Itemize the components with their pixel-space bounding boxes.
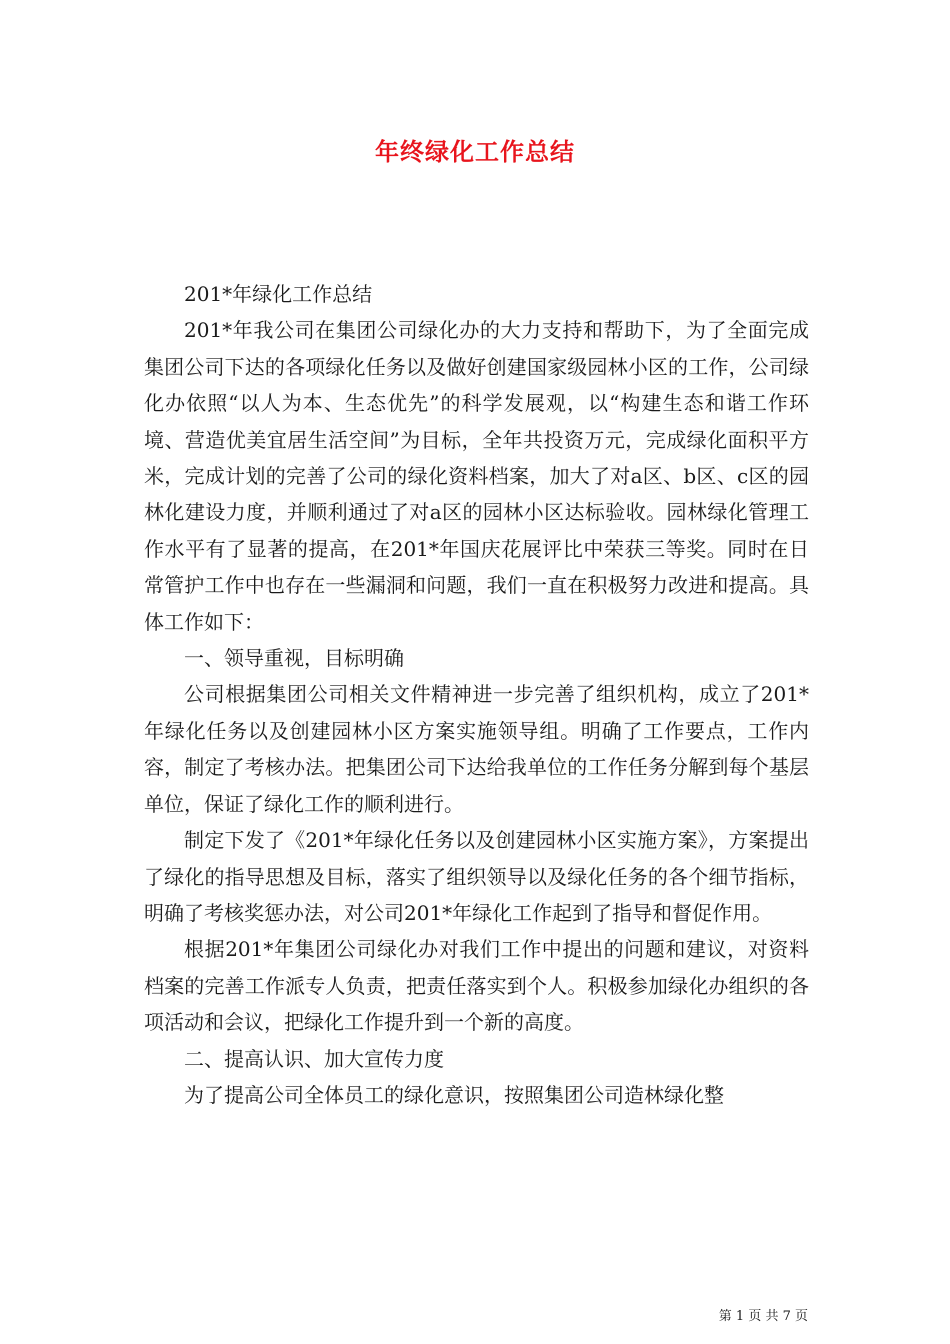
body-paragraph: 为了提高公司全体员工的绿化意识，按照集团公司造林绿化整 — [184, 1082, 724, 1107]
document-title: 年终绿化工作总结 — [375, 138, 575, 166]
section-heading-2: 二、提高认识、加大宣传力度 — [184, 1046, 444, 1071]
body-paragraph: 公司根据集团公司相关文件精神进一步完善了组织机构，成立了201*年绿化任务以及创建园林小区方案实施领导组。明确了工作要点，工作内容，制定了考核办法。把集团公司下达给我单位的工作任务分解到每个基层单位，保证了绿化工作的顺利进行。 — [144, 682, 809, 816]
intro-paragraph: 201*年我公司在集团公司绿化办的大力支持和帮助下，为了全面完成集团公司下达的各项绿化任务以及做好创建国家级园林小区的工作，公司绿化办依照“以人为本、生态优先”的科学发展观，以“构建生态和谐工作环境、营造优美宜居生活空间”为目标，全年共投资万元，完成绿化面积平方米，完成计划的完善了公司的绿化资料档案，加大了对a区、b区、c区的园林化建设力度，并顺利通过了对a区的园林小区达标验收。园林绿化管理工作水平有了显著的提高，在201*年国庆花展评比中荣获三等奖。同时在日常管护工作中也存在一些漏洞和问题，我们一直在积极努力改进和提高。具体工作如下： — [144, 318, 809, 634]
body-paragraph: 制定下发了《201*年绿化任务以及创建园林小区实施方案》，方案提出了绿化的指导思想及目标，落实了组织领导以及绿化任务的各个细节指标，明确了考核奖惩办法，对公司201*年绿化工作起到了指导和督促作用。 — [144, 828, 809, 925]
body-paragraph: 根据201*年集团公司绿化办对我们工作中提出的问题和建议，对资料档案的完善工作派专人负责，把责任落实到个人。积极参加绿化办组织的各项活动和会议，把绿化工作提升到一个新的高度。 — [144, 937, 809, 1035]
document-body — [144, 276, 809, 1113]
subtitle-paragraph: 201*年绿化工作总结 — [184, 282, 373, 306]
page-number-footer: 第 1 页 共 7 页 — [718, 1309, 808, 1324]
section-heading-1: 一、领导重视，目标明确 — [184, 646, 404, 671]
